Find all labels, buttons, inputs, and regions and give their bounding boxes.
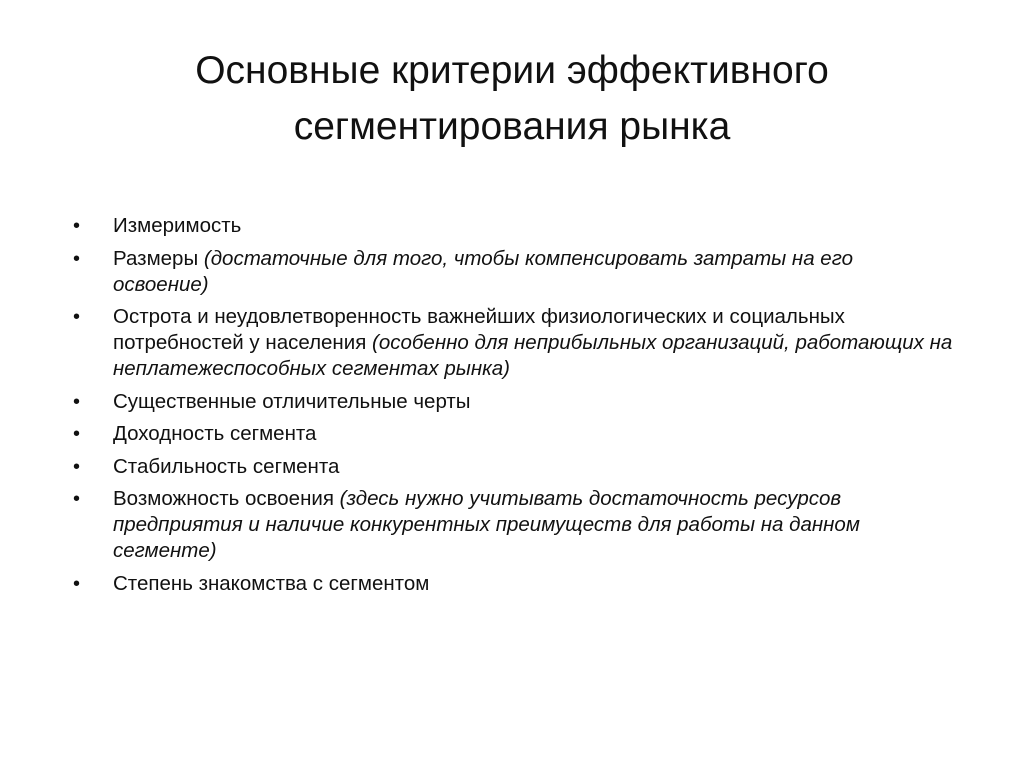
list-item: [73, 213, 953, 239]
bullet-icon: •: [73, 306, 81, 328]
list-item-note: (особенно для неприбыльных организаций, работающих на неплатежеспособных сегментах рынка): [113, 331, 953, 380]
bullet-icon: •: [73, 247, 81, 270]
list-item-text: Размеры: [113, 246, 204, 270]
list-item-text: Острота и неудовлетворенность важнейших физиологических и социальных потребностей у населения: [113, 305, 845, 354]
list-item: [73, 246, 953, 298]
list-item: [73, 389, 953, 415]
list-item: [73, 486, 953, 564]
bullet-icon: •: [73, 572, 81, 595]
list-item: [73, 454, 953, 480]
list-item-text: Доходность сегмента: [113, 422, 317, 445]
criteria-list: [73, 213, 953, 603]
list-item-note: (достаточные для того, чтобы компенсировать затраты на его освоение): [113, 246, 853, 296]
slide-title-line-1: Основные критерии эффективного: [195, 49, 829, 92]
list-item: [73, 304, 953, 382]
list-item-text: Стабильность сегмента: [113, 454, 340, 478]
bullet-icon: •: [73, 390, 81, 413]
list-item: [73, 421, 953, 447]
bullet-icon: •: [73, 423, 81, 445]
bullet-icon: •: [73, 455, 81, 478]
list-item-note: (здесь нужно учитывать достаточность ресурсов предприятия и наличие конкурентных преимуществ для работы на данном сегменте): [113, 487, 860, 562]
slide-title-line-2: сегментирования рынка: [293, 105, 731, 148]
list-item-text: Степень знакомства с сегментом: [113, 571, 430, 595]
list-item-text: Измеримость: [113, 214, 242, 237]
slide-title: [100, 43, 924, 155]
bullet-icon: •: [73, 488, 81, 510]
bullet-icon: •: [73, 215, 81, 237]
list-item-text: Возможность освоения: [113, 487, 340, 510]
list-item-text: Существенные отличительные черты: [113, 389, 471, 413]
list-item: [73, 571, 953, 597]
